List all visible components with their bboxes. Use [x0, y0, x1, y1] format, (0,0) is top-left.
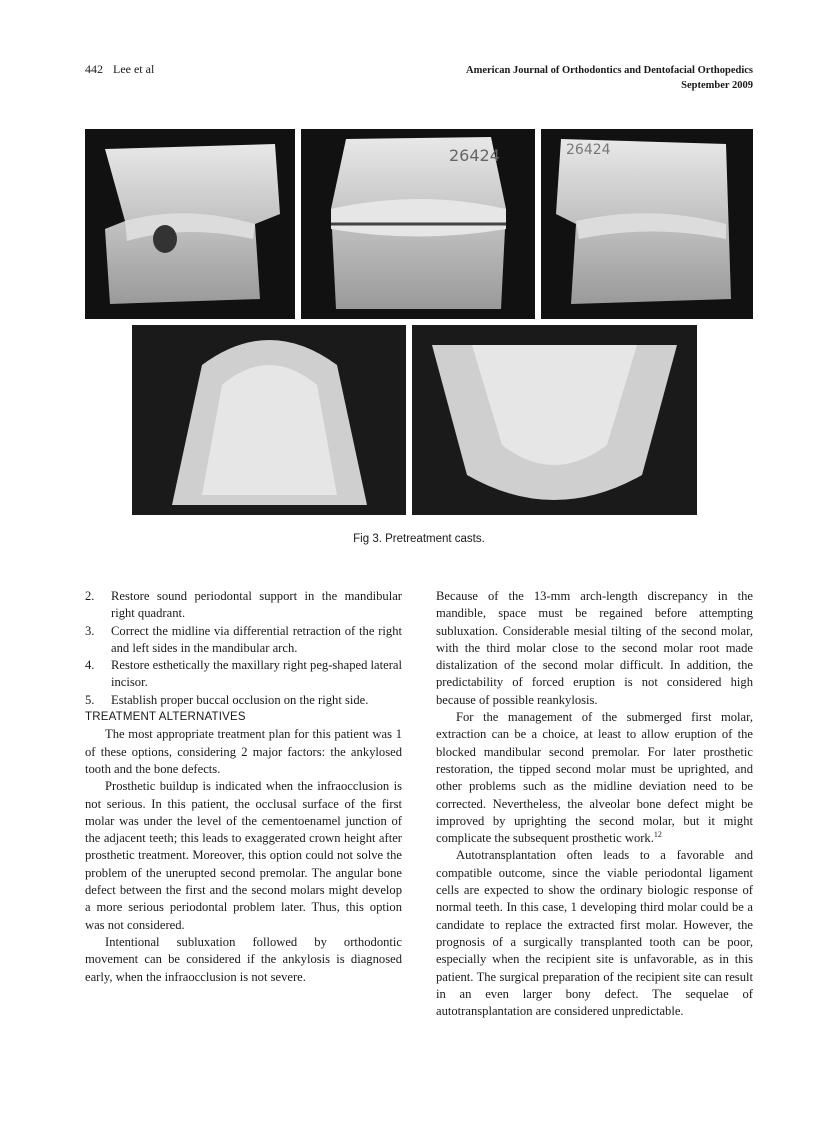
authors: Lee et al — [113, 62, 155, 76]
journal-name: American Journal of Orthodontics and Dentofacial Orthopedics — [466, 65, 753, 76]
list-item — [85, 657, 402, 692]
list-number: 4. — [85, 658, 95, 673]
list-text: Restore esthetically the maxillary right peg-shaped lateral incisor. — [111, 658, 402, 690]
cast-label: 26424 — [566, 142, 611, 158]
paragraph: Because of the 13-mm arch-length discrepancy in the mandible, space must be regained before attempting subluxation. Considerable mesial tilting of the second molar, with the third molar close to the second molar root made distalization of the second molar difficult. In addition, the predictability of forced eruption is not considered high because of possible reankylosis. — [436, 589, 753, 707]
paragraph: Prosthetic buildup is indicated when the infraocclusion is not serious. In this patient, the occlusal surface of the first molar was under the level of the cementoenamel junction of the adjacent teeth; this leads to exaggerated crown height after prosthetic treatment. Moreover, this option could not solve the problem of the unerupted second premolar. The angular bone defect between the first and the second molars might develop a more serious periodontal problem later. Thus, this option was not considered. — [85, 779, 402, 932]
list-item — [85, 692, 402, 709]
list-item — [85, 623, 402, 658]
page-number: 442 — [85, 62, 103, 76]
citation-ref[interactable]: 12 — [653, 829, 662, 839]
issue-date: September 2009 — [681, 80, 753, 91]
left-column — [85, 588, 402, 986]
cast-photo-right-lateral — [85, 129, 295, 319]
paragraph — [436, 709, 753, 847]
list-number: 3. — [85, 623, 95, 638]
goals-list — [85, 588, 402, 709]
section-heading: TREATMENT ALTERNATIVES — [85, 711, 246, 724]
cast-photo-left-lateral — [541, 129, 753, 319]
right-column — [436, 588, 753, 1020]
list-number: 5. — [85, 692, 95, 707]
list-text: Establish proper buccal occlusion on the right side. — [111, 692, 369, 707]
list-item — [85, 588, 402, 623]
cast-photo-maxillary-occlusal — [132, 325, 406, 515]
cast-photo-frontal — [301, 129, 535, 319]
running-header-left — [85, 62, 164, 77]
list-text: Correct the midline via differential retraction of the right and left sides in the mandibular arch. — [111, 623, 402, 655]
cast-label: 26424 — [449, 146, 500, 165]
running-header-right — [466, 63, 753, 93]
cast-photo-mandibular-occlusal — [412, 325, 697, 515]
figure-caption: Fig 3. Pretreatment casts. — [353, 533, 485, 545]
paragraph: Autotransplantation often leads to a favorable and compatible outcome, since the viable periodontal ligament cells are expected to show the ordinary biologic response of normal teeth. In this case, 1 developing third molar could be a candidate to replace the extracted first molar. However, the prognosis of a surgically transplanted tooth can be poor, especially when the recipient site is unfavorable, as in this patient. The surgical preparation of the recipient site can result in an even larger bony defect. The sequelae of autotransplantation are considered unpredictable. — [436, 848, 753, 1019]
paragraph: The most appropriate treatment plan for this patient was 1 of these options, considering 2 major factors: the ankylosed tooth and the bone defects. — [85, 727, 402, 776]
list-number: 2. — [85, 589, 95, 603]
paragraph: Intentional subluxation followed by orthodontic movement can be considered if the ankylosis is diagnosed early, when the infraocclusion is not severe. — [85, 934, 402, 984]
paragraph-text: For the management of the submerged first molar, extraction can be a choice, at least to allow eruption of the blocked mandibular second premolar. For later prosthetic restoration, the tipped second molar must be uprighted, and other problems such as the midline deviation need to be corrected. Nevertheless, the alveolar bone defect might be improved by uprighting the second molar, but it might complicate the subsequent prosthetic work. — [436, 710, 753, 846]
list-text: Restore sound periodontal support in the mandibular right quadrant. — [111, 589, 402, 621]
